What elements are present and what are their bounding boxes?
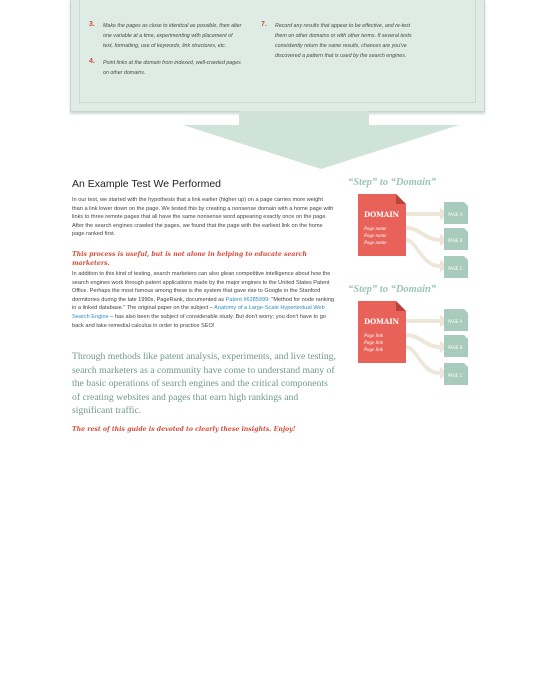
callout-text: This process is useful, but is not alone in helping to educate search marketers.	[72, 251, 307, 267]
domain-label: DOMAIN	[364, 210, 400, 219]
intro-paragraph: In our test, we started with the hypothesis that a link earlier (higher up) on a page carries more weight than a link lower down on the page. We tested this by creating a nonsense domain with a home page with links to three remote pages that all have the same nonsense word appearing exactly once on the page. After the search engines crawled the pages, we found that the page with the earliest link on the home page ranked first.	[72, 197, 334, 238]
page-link-text: Page name	[364, 241, 387, 246]
page-link-text: Page link	[364, 348, 384, 353]
diagram-title: “Step” to “Domain”	[348, 284, 437, 295]
page-label: PAGE A	[448, 319, 463, 324]
step-line: Point links at the domain from indexed, well-crawled pages	[103, 60, 241, 66]
page-box	[444, 228, 468, 250]
page-link-text: Page link	[364, 334, 384, 339]
step-line: them on other domains or with other terms. If several tests	[275, 33, 412, 39]
step-line: discovered a pattern that is used by the search engines.	[275, 53, 407, 59]
step-line: consistently return the same results, chances are you've	[275, 43, 407, 49]
page-box	[444, 363, 468, 385]
down-arrow-icon	[183, 109, 463, 171]
page-label: PAGE C	[448, 373, 463, 378]
paper-link[interactable]: Anatomy of a Large-Scale Hypertextual Web Search Engine	[72, 305, 325, 320]
closing-callout: The rest of this guide is devoted to clearly these insights. Enjoy!	[72, 426, 296, 433]
page-link-text: Page name	[364, 227, 387, 232]
paragraph-text: In addition to this kind of testing, search marketers can also glean competitive intelligence about how the search engines work through patent applications made by the major engines to the United States Patent Office. Perhaps the most famous among these is the system that gave rise to Google in the Stanford dormitories during the late 1990s, PageRank, documented as	[72, 271, 331, 303]
step-line: Record any results that appear to be effective, and re-test	[275, 23, 411, 29]
domain-label: DOMAIN	[364, 317, 400, 326]
page-link-text: Page name	[364, 234, 387, 239]
diagram-title: “Step” to “Domain”	[348, 177, 437, 188]
link-diagram	[356, 297, 471, 389]
step-line: on other domains.	[103, 70, 146, 76]
step-number: 4.	[89, 58, 95, 65]
step-line: one variable at a time, experimenting with placement of	[103, 33, 233, 39]
page-label: PAGE B	[448, 345, 463, 350]
step-line: text, formatting, use of keywords, link structures, etc.	[103, 43, 227, 49]
pull-quote: Through methods like patent analysis, experiments, and live testing, search marketers as a community have come to understand many of the basic operations of search engines and the critical components of creating websites and pages that earn high rankings and significant traffic.	[72, 351, 336, 417]
step-number: 7.	[261, 21, 267, 28]
section-title: An Example Test We Performed	[72, 178, 222, 190]
page-label: PAGE B	[448, 238, 463, 243]
step-line: Make the pages as close to identical as possible, then alter	[103, 23, 242, 29]
paragraph-text: : "Method for node ranking in a linked database." The original paper on the subject –	[72, 296, 334, 312]
page-label: PAGE A	[448, 212, 463, 217]
steps-panel	[70, 0, 485, 112]
link-diagram	[356, 190, 471, 282]
link-arrow-icon	[406, 208, 450, 220]
page-link-text: Page link	[364, 341, 384, 346]
step-number: 3.	[89, 21, 95, 28]
page-box	[444, 309, 468, 331]
link-arrow-icon	[406, 315, 450, 327]
page-box	[444, 335, 468, 357]
patent-paragraph	[72, 270, 334, 330]
paragraph-text: – has also been the subject of considerable study. But don't worry; you don't have to go back and take remedial calculus in order to practice SEO!	[72, 313, 326, 329]
page-label: PAGE C	[448, 266, 463, 271]
patent-link[interactable]: Patent #6285999	[225, 296, 269, 303]
page-box	[444, 256, 468, 278]
page-box	[444, 202, 468, 224]
